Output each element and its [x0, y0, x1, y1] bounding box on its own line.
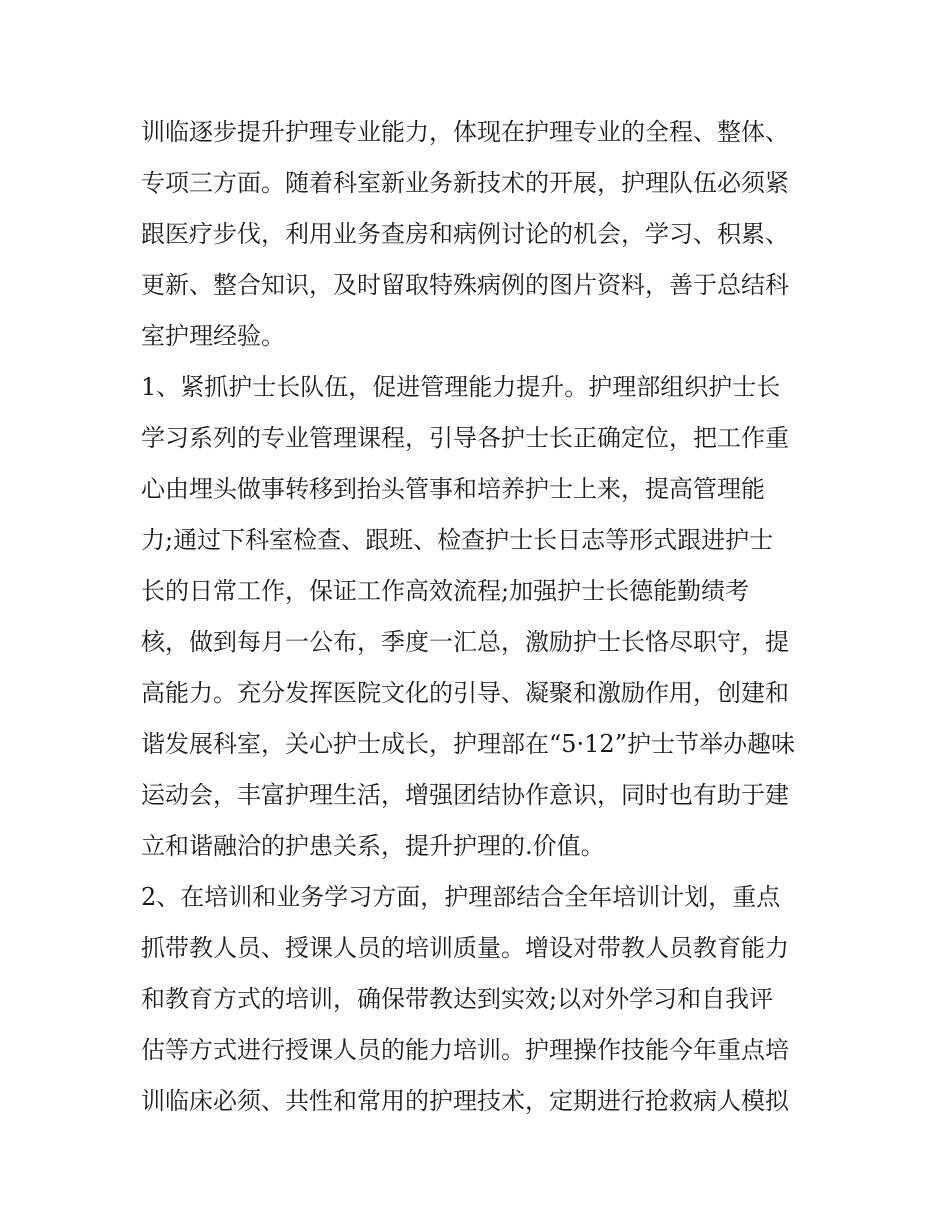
paragraph-intro [141, 107, 821, 362]
text-line: 2、在培训和业务学习方面，护理部结合全年培训计划，重点 [141, 883, 781, 911]
document-body [141, 107, 821, 1127]
text-line: 抓带教人员、授课人员的培训质量。增设对带教人员教育能力 [141, 934, 789, 962]
text-line: 力;通过下科室检查、跟班、检查护士长日志等形式跟进护士 [141, 526, 774, 554]
text-line: 核，做到每月一公布，季度一汇总，激励护士长恪尽职守，提 [141, 628, 789, 656]
text-line: 和教育方式的培训，确保带教达到实效;以对外学习和自我评 [141, 985, 774, 1013]
text-line: 训临逐步提升护理专业能力，体现在护理专业的全程、整体、 [141, 118, 789, 146]
text-line: 长的日常工作，保证工作高效流程;加强护士长德能勤绩考 [141, 577, 750, 605]
paragraph-item-1 [141, 362, 821, 872]
text-line: 1、紧抓护士长队伍，促进管理能力提升。护理部组织护士长 [141, 373, 781, 401]
text-line: 谐发展科室，关心护士成长，护理部在“5·12”护士节举办趣味 [141, 730, 795, 758]
text-line: 高能力。充分发挥医院文化的引导、凝聚和激励作用，创建和 [141, 679, 789, 707]
text-line: 学习系列的专业管理课程，引导各护士长正确定位，把工作重 [141, 424, 789, 452]
text-line: 估等方式进行授课人员的能力培训。护理操作技能今年重点培 [141, 1036, 789, 1064]
text-line: 立和谐融洽的护患关系，提升护理的.价值。 [141, 832, 605, 860]
text-line: 跟医疗步伐，利用业务查房和病例讨论的机会，学习、积累、 [141, 220, 789, 248]
paragraph-item-2 [141, 872, 821, 1127]
text-line: 更新、整合知识，及时留取特殊病例的图片资料，善于总结科 [141, 271, 789, 299]
text-line: 运动会，丰富护理生活，增强团结协作意识，同时也有助于建 [141, 781, 789, 809]
text-line: 训临床必须、共性和常用的护理技术，定期进行抢救病人模拟 [141, 1087, 789, 1115]
text-line: 心由埋头做事转移到抬头管事和培养护士上来，提高管理能 [141, 475, 765, 503]
text-line: 专项三方面。随着科室新业务新技术的开展，护理队伍必须紧 [141, 169, 789, 197]
text-line: 室护理经验。 [141, 322, 285, 350]
